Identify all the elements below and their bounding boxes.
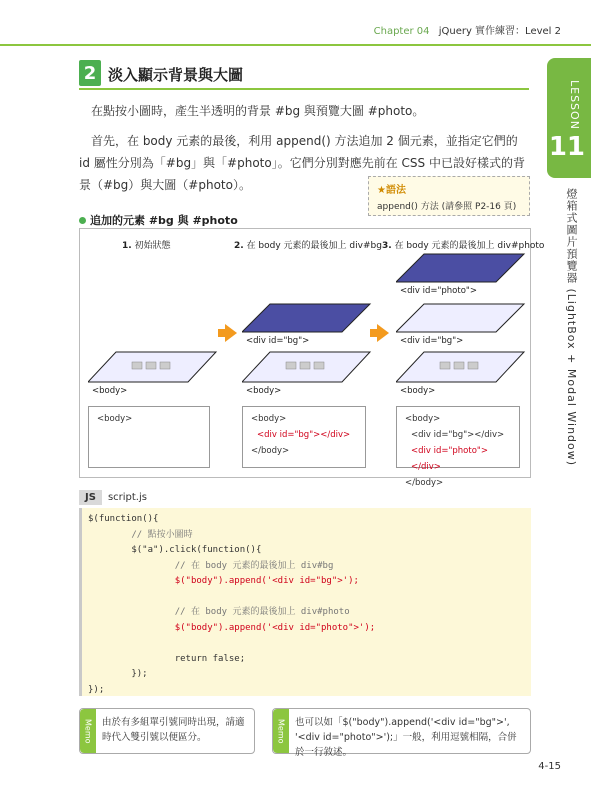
code-box-1: <body> xyxy=(88,406,210,468)
chapter-label: Chapter 04 xyxy=(373,26,430,37)
code-line xyxy=(88,636,525,652)
code-line xyxy=(88,590,525,606)
chapter-title: jQuery 實作練習：Level 2 xyxy=(438,26,561,37)
code-line: }); xyxy=(88,669,148,679)
bullet-icon xyxy=(79,217,86,224)
arrow-right-icon xyxy=(377,324,389,342)
figure-label xyxy=(79,212,238,228)
bg-label-3: <div id="bg"> xyxy=(400,336,464,346)
memo-tag: Memo xyxy=(273,709,289,753)
memo-1 xyxy=(79,708,255,754)
lesson-number: 11 xyxy=(548,132,585,162)
column-1-header: 1. 初始狀態 xyxy=(122,241,171,251)
code-box-2: <body> <div id="bg"></div> </body> xyxy=(242,406,366,468)
code-line: return false; xyxy=(88,653,246,664)
memo-2-text: 也可以如「$("body").append('<div id="bg">', '<div id="photo">');」一般，利用逗號相隔，合併於一行敘述。 xyxy=(295,717,517,758)
syntax-text: append() 方法 (請參照 P2-16 頁) xyxy=(377,202,517,212)
thumbnail-icon xyxy=(314,362,324,369)
memo-tag: Memo xyxy=(80,709,96,753)
memo-2 xyxy=(272,708,531,758)
figure-label-text: 追加的元素 #bg 與 #photo xyxy=(90,214,238,227)
thumbnail-icon xyxy=(440,362,450,369)
section-title: 淡入顯示背景與大圖 xyxy=(108,66,244,84)
syntax-title: ★語法 xyxy=(377,185,406,196)
thumbnail-icon xyxy=(454,362,464,369)
body-plane-1 xyxy=(88,350,218,384)
lesson-label: LESSON xyxy=(568,80,581,130)
memo-1-text: 由於有多組單引號同時出現，請適時代入雙引號以便區分。 xyxy=(102,717,245,743)
code-line: // 在 body 元素的最後加上 div#photo xyxy=(88,607,350,617)
page-header xyxy=(374,22,561,37)
code-line: // 在 body 元素的最後加上 div#bg xyxy=(88,560,334,571)
thumbnail-icon xyxy=(160,362,170,369)
thumbnail-icon xyxy=(468,362,478,369)
bg-label-2: <div id="bg"> xyxy=(246,336,310,346)
lesson-title: 燈箱式圖片預覽器 (LightBox + Modal Window) xyxy=(565,188,578,467)
code-box-3: <body> <div id="bg"></div> <div id="photo"></div> </body> xyxy=(396,406,520,468)
code-file-label xyxy=(79,490,147,505)
section-rule xyxy=(79,88,529,90)
thumbnail-icon xyxy=(300,362,310,369)
paragraph-1: 在點按小圖時，產生半透明的背景 #bg 與預覽大圖 #photo。 xyxy=(91,104,425,118)
column-2-header: 2. 在 body 元素的最後加上 div#bg xyxy=(234,241,382,251)
thumbnail-icon xyxy=(286,362,296,369)
bg-plane-2 xyxy=(242,302,372,334)
page-number: 4-15 xyxy=(538,761,561,772)
code-line: $(function(){ xyxy=(88,514,159,524)
column-3-header: 3. 在 body 元素的最後加上 div#photo xyxy=(382,241,545,251)
thumbnail-icon xyxy=(146,362,156,369)
body-plane-3 xyxy=(396,350,526,384)
section-number: 2 xyxy=(79,60,101,86)
photo-label-3: <div id="photo"> xyxy=(400,286,477,296)
syntax-note xyxy=(368,176,530,216)
code-line: }); xyxy=(88,684,105,695)
thumbnail-icon xyxy=(132,362,142,369)
body-label-2: <body> xyxy=(246,386,282,396)
file-name: script.js xyxy=(107,492,147,503)
photo-plane-3 xyxy=(396,252,526,284)
body-label-3: <body> xyxy=(400,386,436,396)
js-tag: JS xyxy=(79,490,102,505)
code-line: $("a").click(function(){ xyxy=(88,545,262,555)
body-plane-2 xyxy=(242,350,372,384)
arrow-right-icon xyxy=(225,324,237,342)
code-line: $("body").append('<div id="bg">'); xyxy=(88,576,359,586)
code-line: $("body").append('<div id="photo">'); xyxy=(88,622,376,633)
code-line: // 點按小圖時 xyxy=(88,529,193,540)
body-label-1: <body> xyxy=(92,386,128,396)
bg-plane-3 xyxy=(396,302,526,334)
header-rule xyxy=(0,44,591,46)
code-block xyxy=(79,508,531,696)
paragraph-2: 首先，在 body 元素的最後，利用 append() 方法追加 2 個元素，並指定它們的 id 屬性分別為「#bg」與「#photo」。它們分別對應先前在 CSS 中已設好樣式的背景（#bg）與大圖（#photo）。 xyxy=(79,134,525,192)
